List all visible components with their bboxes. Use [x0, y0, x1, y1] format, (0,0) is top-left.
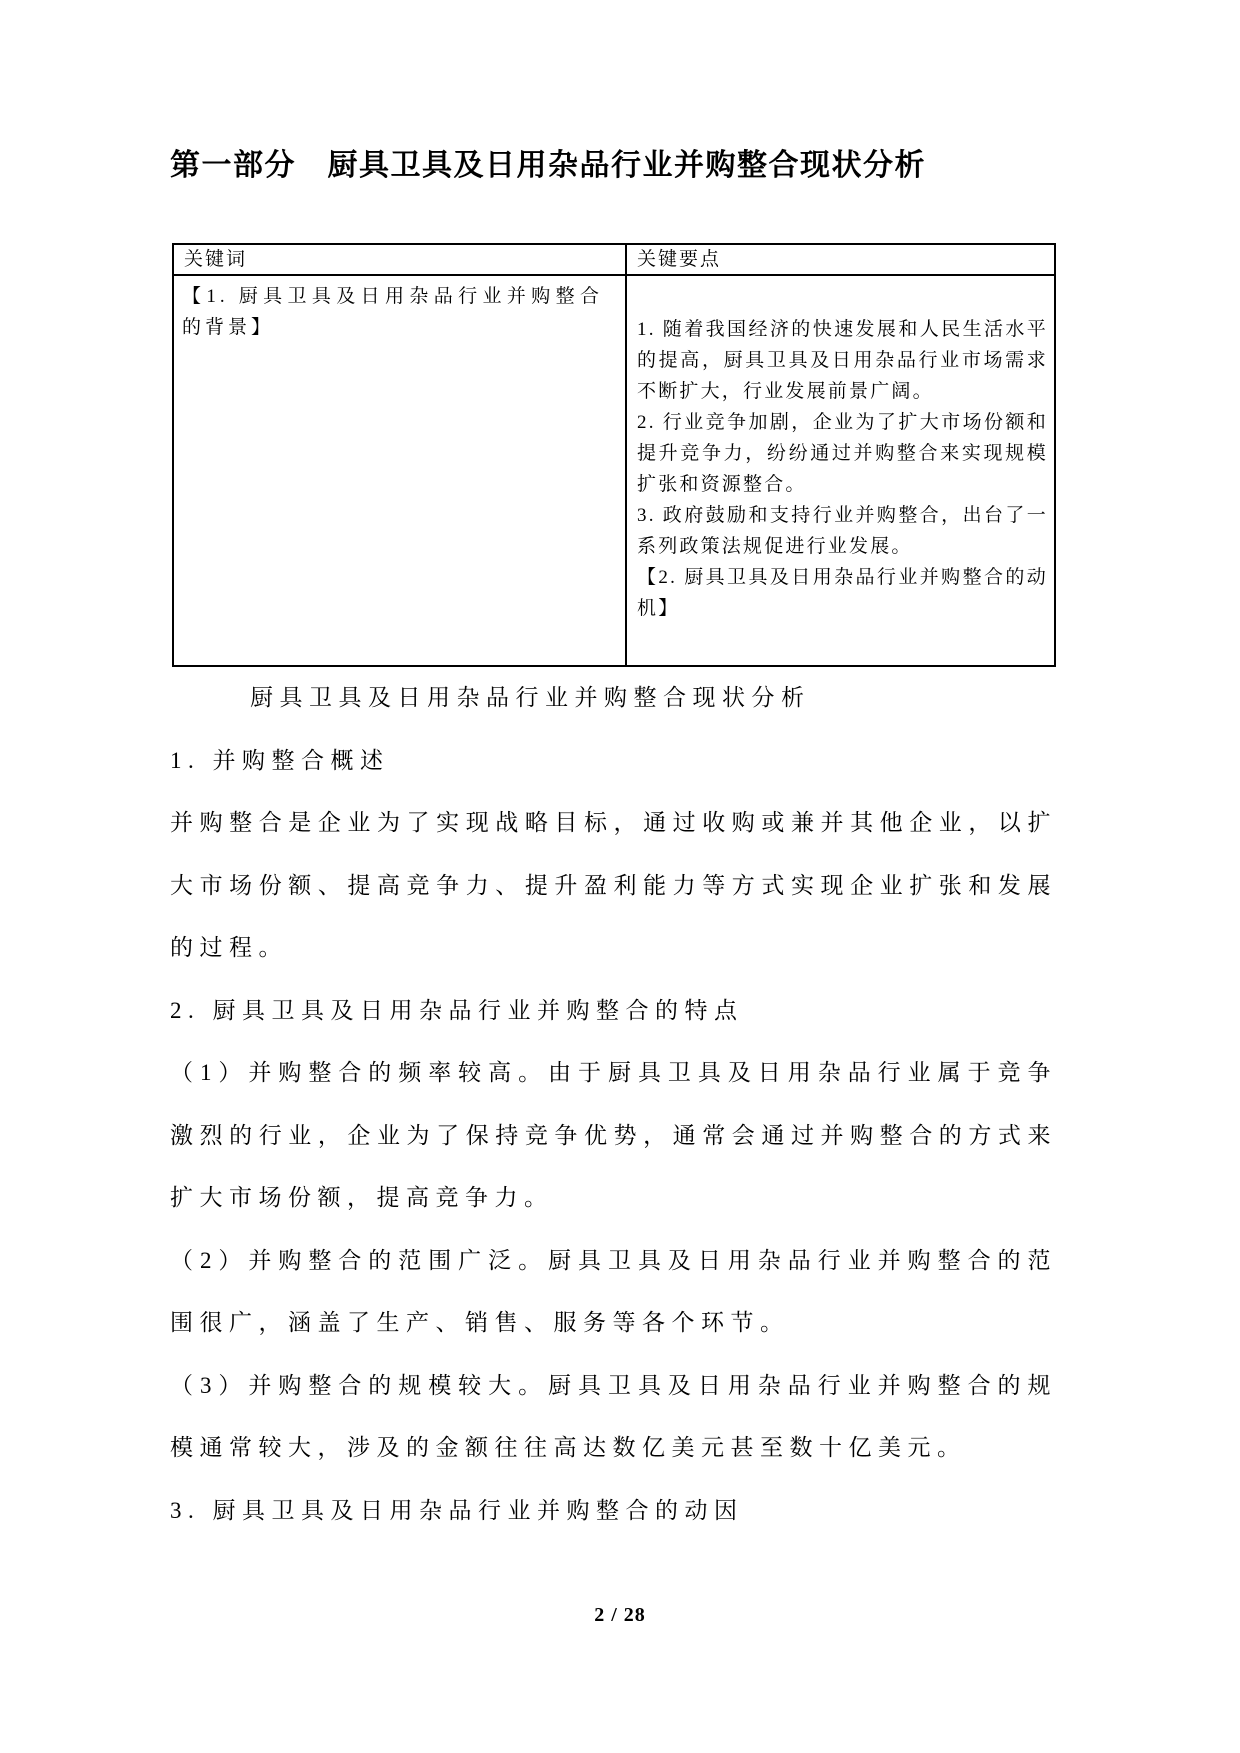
- keypoint-item: 1. 随着我国经济的快速发展和人民生活水平的提高，厨具卫具及日用杂品行业市场需求不断扩大，行业发展前景广阔。: [637, 319, 1048, 402]
- body-paragraph: （1）并购整合的频率较高。由于厨具卫具及日用杂品行业属于竞争激烈的行业，企业为了保持竞争优势，通常会通过并购整合的方式来扩大市场份额，提高竞争力。: [170, 1060, 1057, 1210]
- keypoint-item: 2. 行业竞争加剧，企业为了扩大市场份额和提升竞争力，纷纷通过并购整合来实现规模扩张和资源整合。: [637, 412, 1048, 495]
- keyword-table: [172, 243, 1056, 667]
- document-body: [170, 667, 1057, 1542]
- table-header-keyword: 关键词: [174, 245, 627, 276]
- body-paragraph: （3）并购整合的规模较大。厨具卫具及日用杂品行业并购整合的规模通常较大，涉及的金额往往高达数亿美元甚至数十亿美元。: [170, 1372, 1057, 1460]
- list-heading: 1. 并购整合概述: [170, 747, 390, 773]
- body-paragraph: （2）并购整合的范围广泛。厨具卫具及日用杂品行业并购整合的范围很广，涵盖了生产、销售、服务等各个环节。: [170, 1247, 1057, 1335]
- page-title: 第一部分 厨具卫具及日用杂品行业并购整合现状分析: [170, 149, 926, 182]
- table-cell-keyword: 【1. 厨具卫具及日用杂品行业并购整合的背景】: [174, 276, 627, 665]
- section-subheading: 厨具卫具及日用杂品行业并购整合现状分析: [250, 685, 811, 710]
- list-heading: 3. 厨具卫具及日用杂品行业并购整合的动因: [170, 1497, 744, 1523]
- keypoint-item: 3. 政府鼓励和支持行业并购整合，出台了一系列政策法规促进行业发展。: [637, 505, 1048, 557]
- list-heading: 2. 厨具卫具及日用杂品行业并购整合的特点: [170, 997, 744, 1023]
- page-number: 2 / 28: [594, 1604, 646, 1626]
- table-header-keypoints: 关键要点: [627, 245, 1054, 276]
- body-paragraph: 并购整合是企业为了实现战略目标，通过收购或兼并其他企业，以扩大市场份额、提高竞争力、提升盈利能力等方式实现企业扩张和发展的过程。: [170, 810, 1057, 960]
- table-cell-keypoints: [627, 276, 1054, 665]
- keypoint-item: 【2. 厨具卫具及日用杂品行业并购整合的动机】: [637, 567, 1048, 619]
